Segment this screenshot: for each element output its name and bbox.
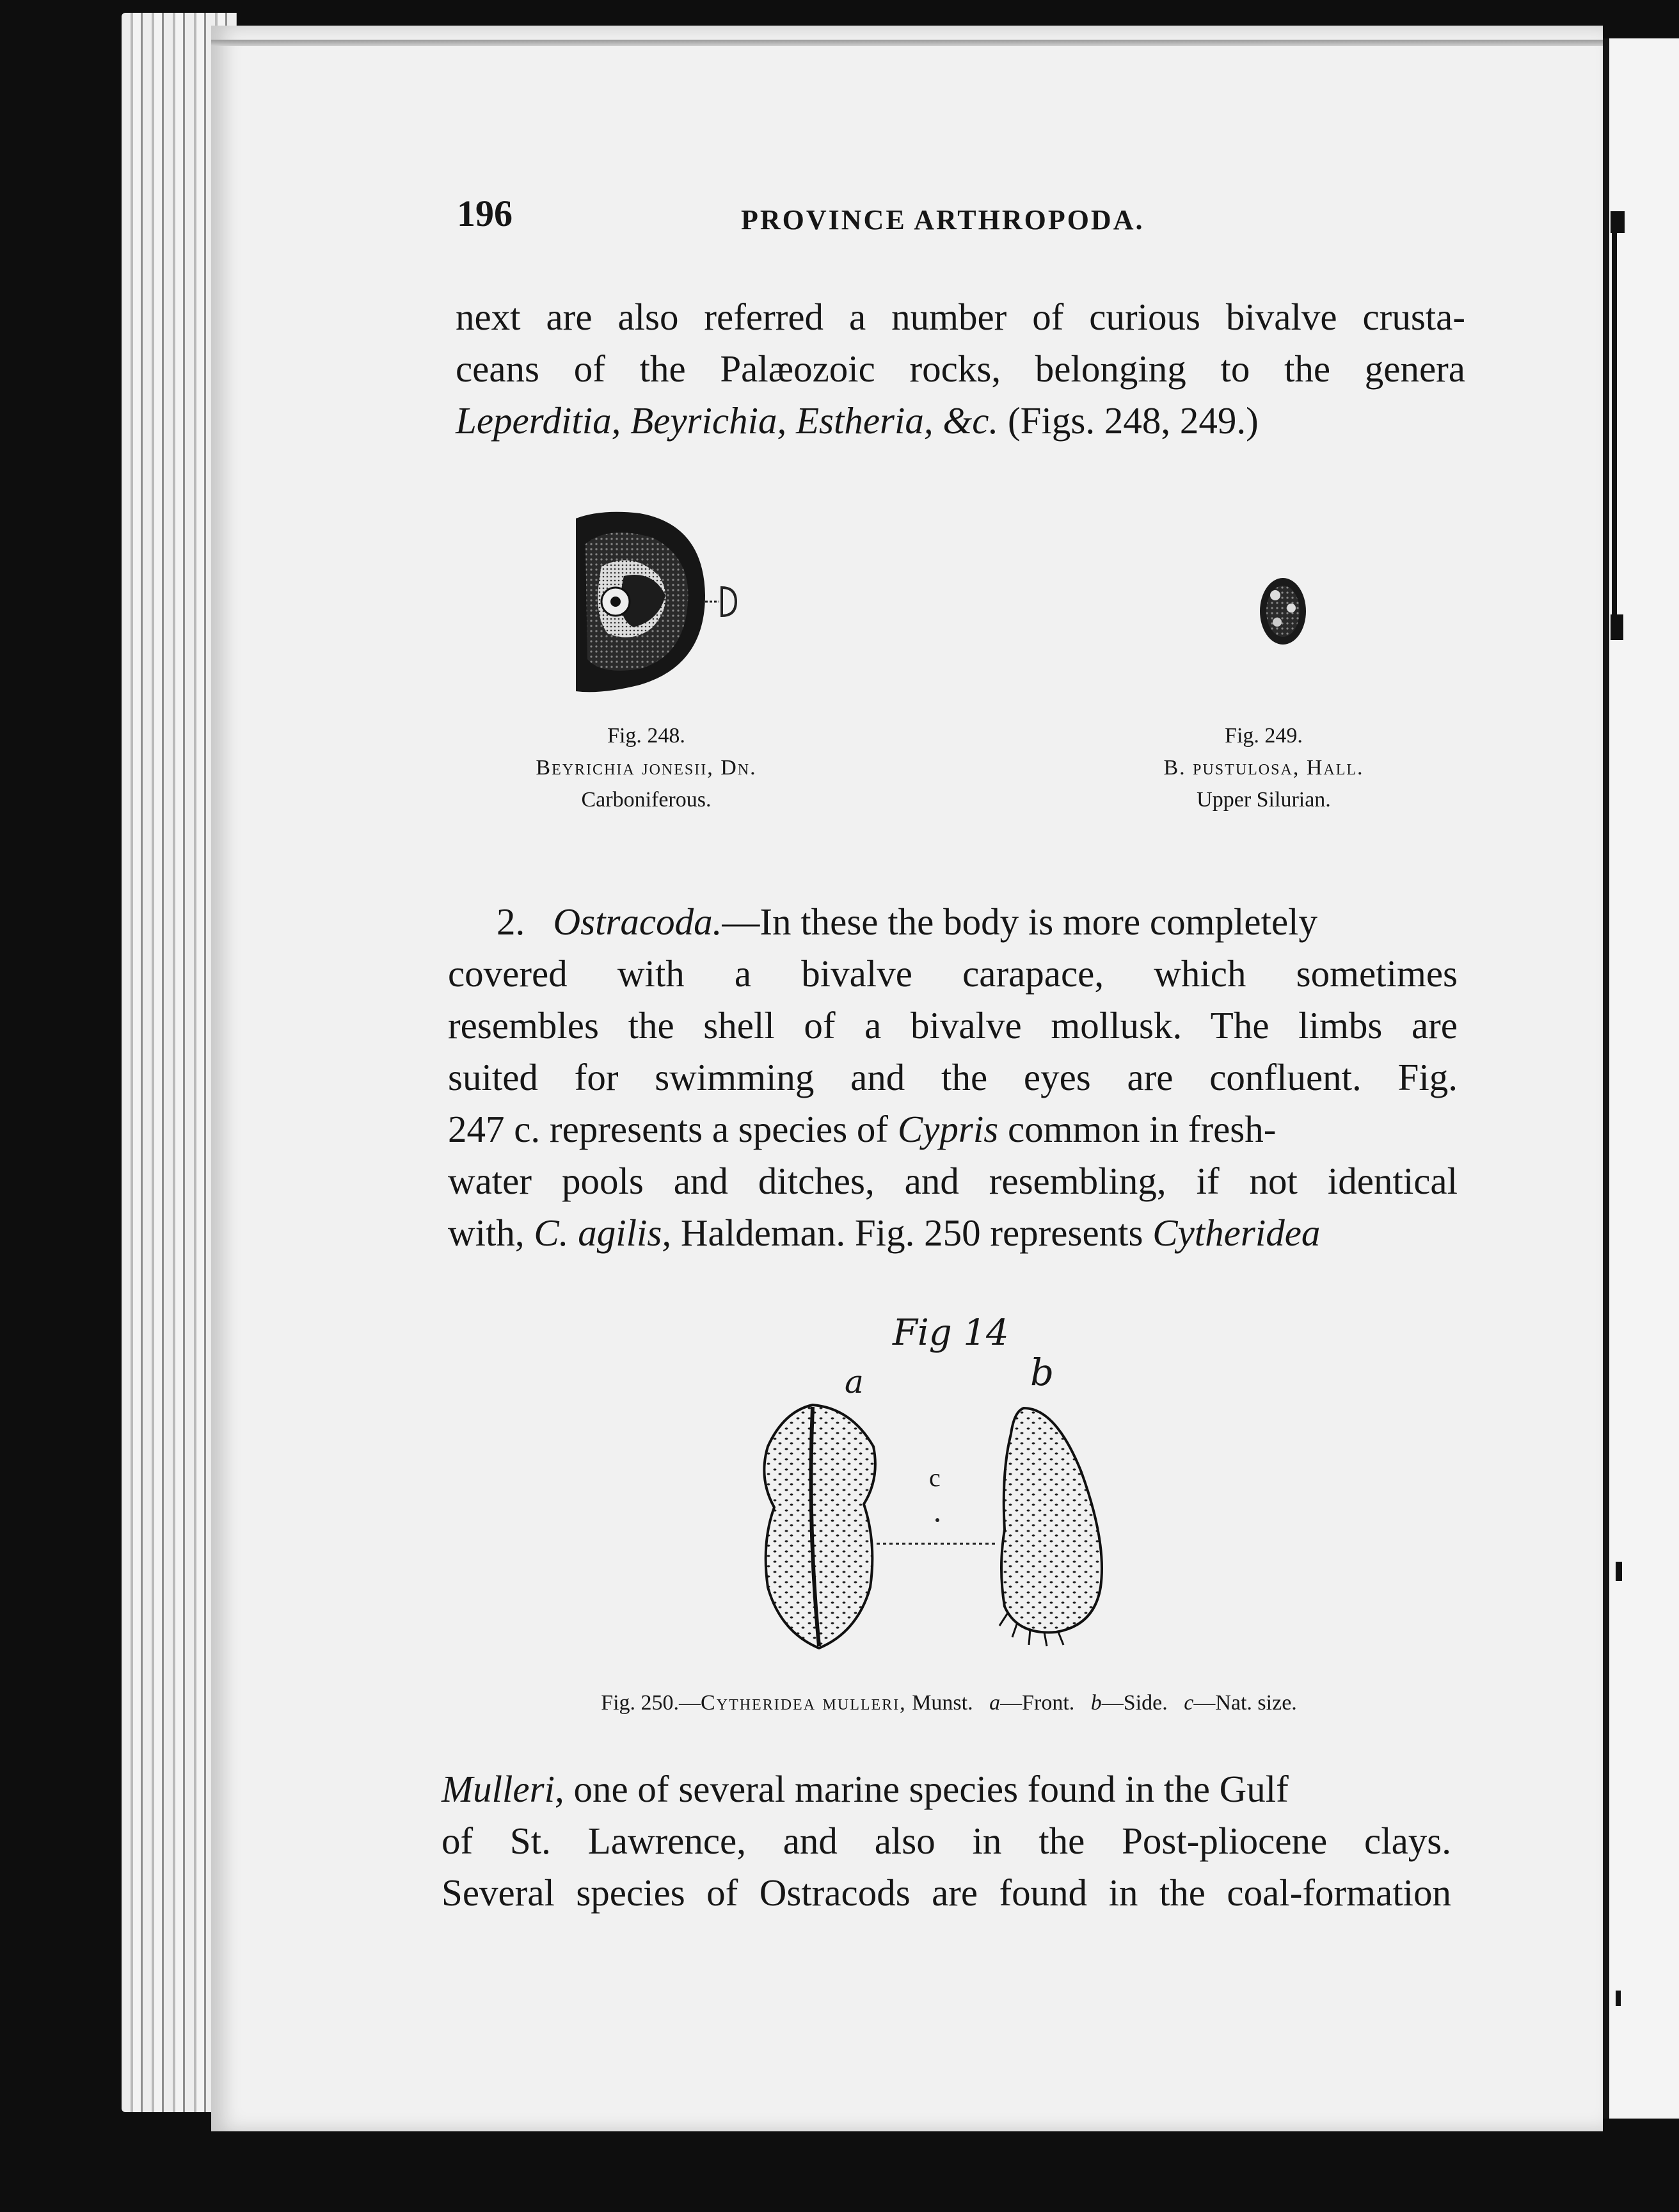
section-number: 2.	[497, 901, 525, 943]
fig-249-caption	[1110, 720, 1417, 816]
caption-species: Cytheridea mulleri,	[701, 1691, 907, 1715]
text-line: of St. Lawrence, and also in the Post-pliocene clays.	[442, 1820, 1451, 1862]
text-span: 247 c. represents a species of	[448, 1108, 898, 1150]
text-span: with,	[448, 1212, 534, 1254]
strip-mark	[1612, 230, 1617, 627]
fig-250-caption	[459, 1687, 1438, 1719]
text-line: next are also referred a number of curious bivalve crusta-	[456, 296, 1465, 338]
caption-c-text: —Nat. size.	[1193, 1691, 1297, 1715]
paragraph-1	[456, 291, 1465, 447]
caption-a-text: —Front.	[1000, 1691, 1075, 1715]
genera-italic: Leperditia, Beyrichia, Estheria, &c.	[456, 399, 999, 442]
text-line	[448, 1103, 1458, 1155]
text-line: ceans of the Palæozoic rocks, belonging to the genera	[456, 348, 1465, 390]
page-number: 196	[457, 193, 513, 234]
paragraph-3	[442, 1763, 1451, 1919]
text-line: resembles the shell of a bivalve mollusk. The limbs are	[448, 1004, 1458, 1046]
caption-a: a	[989, 1691, 1001, 1715]
handwritten-fig-note: Fig 14	[893, 1312, 1009, 1354]
fig-250-label-a: a	[845, 1363, 864, 1400]
text-span: —In these the body is more completely	[722, 901, 1318, 943]
text-span: common in fresh-	[998, 1108, 1277, 1150]
fig-248-caption	[499, 720, 793, 816]
italic-species: C. agilis,	[534, 1212, 672, 1254]
paragraph-2	[448, 896, 1458, 1259]
text-line: water pools and ditches, and resembling, if not identical	[448, 1160, 1458, 1202]
strip-mark	[1616, 1991, 1621, 2006]
fig-249-label: Fig. 249.	[1225, 724, 1303, 748]
fig-250-label-b: b	[1030, 1350, 1054, 1394]
fig-248-illustration	[563, 506, 755, 704]
italic-species: Mulleri,	[442, 1768, 564, 1810]
running-head: PROVINCE ARTHROPODA.	[741, 204, 1145, 236]
text-line	[448, 1207, 1458, 1259]
fig-249-species: B. pustulosa, Hall.	[1163, 756, 1364, 780]
fig-250-illustration	[749, 1395, 1133, 1664]
italic-genus: Cytheridea	[1152, 1212, 1321, 1254]
fig-249-period: Upper Silurian.	[1197, 788, 1331, 812]
fig-248-period: Carboniferous.	[581, 788, 712, 812]
text-line: suited for swimming and the eyes are confluent. Fig.	[448, 1056, 1458, 1098]
text-line	[456, 395, 1465, 447]
text-span: one of several marine species found in the Gulf	[564, 1768, 1289, 1810]
strip-mark	[1616, 1562, 1622, 1581]
text-span: Haldeman. Fig. 250 represents	[671, 1212, 1153, 1254]
strip-mark	[1611, 614, 1623, 640]
text-line: Several species of Ostracods are found in the coal-formation	[442, 1871, 1451, 1914]
caption-author: Munst.	[906, 1691, 973, 1715]
text-line	[448, 896, 1458, 948]
figs-ref: (Figs. 248, 249.)	[998, 399, 1259, 442]
page-top-rule	[211, 40, 1603, 46]
italic-genus: Cypris	[897, 1108, 999, 1150]
fig-250-label-c: c	[929, 1463, 941, 1492]
section-heading: Ostracoda.	[553, 901, 722, 943]
caption-b-text: —Side.	[1101, 1691, 1168, 1715]
caption-b: b	[1090, 1691, 1102, 1715]
text-line	[442, 1763, 1451, 1815]
caption-fig-number: Fig. 250.—	[601, 1691, 701, 1715]
strip-mark	[1611, 211, 1625, 233]
next-page-strip	[1603, 38, 1679, 2119]
fig-249-illustration	[1254, 570, 1312, 653]
caption-c: c	[1184, 1691, 1194, 1715]
text-line: covered with a bivalve carapace, which sometimes	[448, 952, 1458, 995]
fig-248-species: Beyrichia jonesii, Dn.	[536, 756, 757, 780]
fig-248-label: Fig. 248.	[607, 724, 685, 748]
